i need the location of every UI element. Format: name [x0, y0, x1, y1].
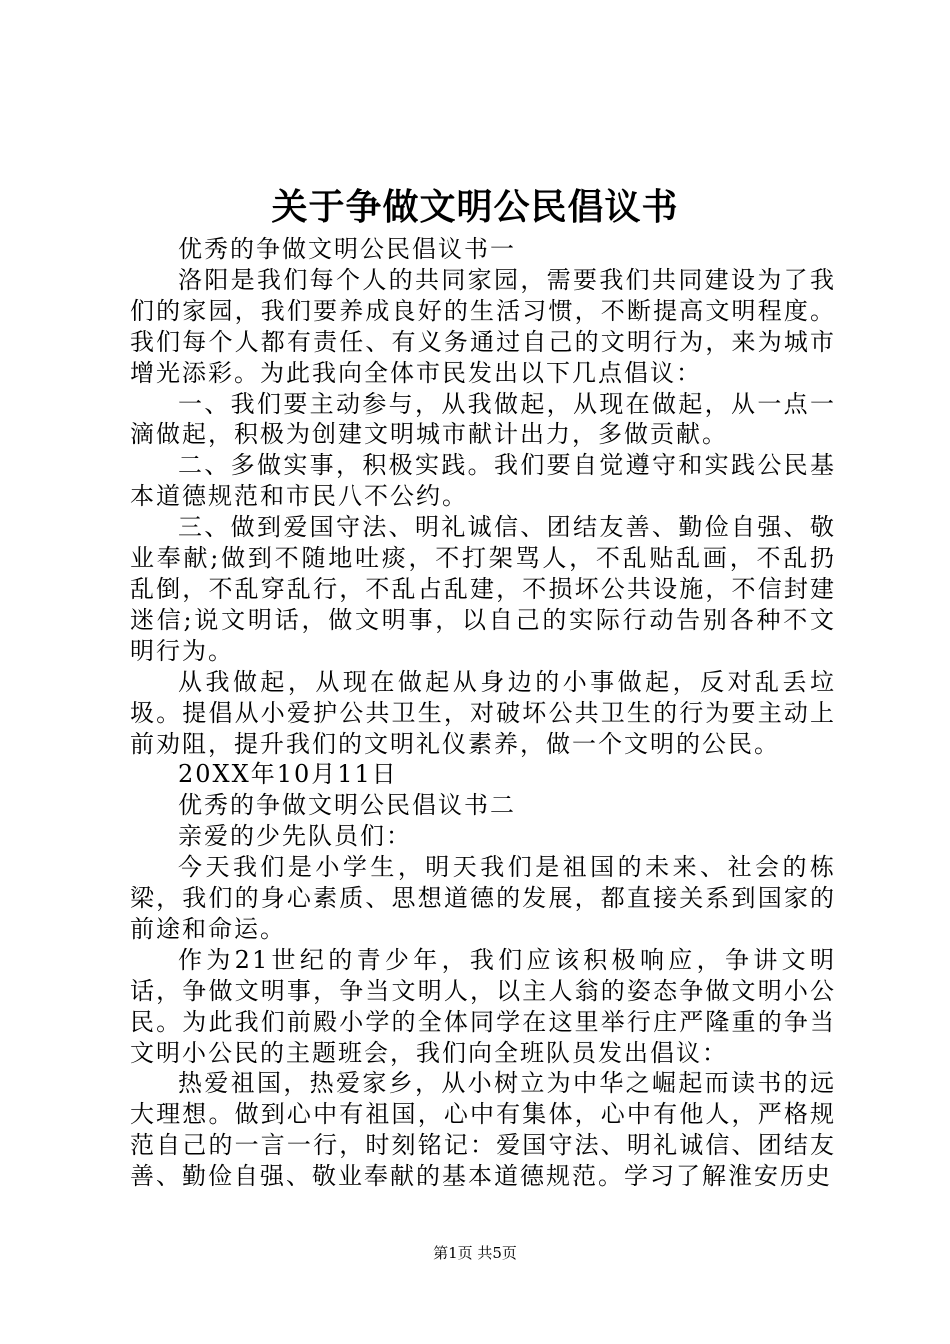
paragraph: 三、做到爱国守法、明礼诚信、团结友善、勤俭自强、敬业奉献;做到不随地吐痰，不打架骂人，不乱贴乱画，不乱扔乱倒，不乱穿乱行，不乱占乱建，不损坏公共设施，不信封建迷信;说文明话，做文明事，以自己的实际行动告别各种不文明行为。 — [130, 513, 836, 665]
paragraph: 热爱祖国，热爱家乡，从小树立为中华之崛起而读书的远大理想。做到心中有祖国，心中有集体，心中有他人，严格规范自己的一言一行，时刻铭记：爱国守法、明礼诚信、团结友善、勤俭自强、敬业奉献的基本道德规范。学习了解淮安历史 — [130, 1069, 836, 1191]
paragraph: 作为21世纪的青少年，我们应该积极响应，争讲文明话，争做文明事，争当文明人，以主人翁的姿态争做文明小公民。为此我们前殿小学的全体同学在这里举行庄严隆重的争当文明小公民的主题班会，我们向全班队员发出倡议： — [130, 945, 836, 1067]
document-title: 关于争做文明公民倡议书 — [271, 187, 679, 228]
section-heading-2: 优秀的争做文明公民倡议书二 — [178, 791, 516, 820]
paragraph: 二、多做实事，积极实践。我们要自觉遵守和实践公民基本道德规范和市民八不公约。 — [130, 451, 836, 511]
salutation: 亲爱的少先队员们： — [178, 822, 412, 851]
paragraph: 洛阳是我们每个人的共同家园，需要我们共同建设为了我们的家园，我们要养成良好的生活习惯，不断提高文明程度。我们每个人都有责任、有义务通过自己的文明行为，来为城市增光添彩。为此我向全体市民发出以下几点倡议： — [130, 265, 836, 387]
paragraph: 今天我们是小学生，明天我们是祖国的未来、社会的栋梁，我们的身心素质、思想道德的发展，都直接关系到国家的前途和命运。 — [130, 853, 836, 943]
section-heading-1: 优秀的争做文明公民倡议书一 — [178, 235, 516, 263]
paragraph: 从我做起，从现在做起从身边的小事做起，反对乱丢垃圾。提倡从小爱护公共卫生，对破坏公共卫生的行为要主动上前劝阻，提升我们的文明礼仪素养，做一个文明的公民。 — [130, 667, 836, 758]
date-line: 20XX年10月11日 — [178, 760, 398, 789]
paragraph: 一、我们要主动参与，从我做起，从现在做起，从一点一滴做起，积极为创建文明城市献计出力，多做贡献。 — [130, 389, 836, 449]
page-footer: 第1页 共5页 — [433, 1244, 517, 1262]
document-body — [130, 234, 836, 1192]
